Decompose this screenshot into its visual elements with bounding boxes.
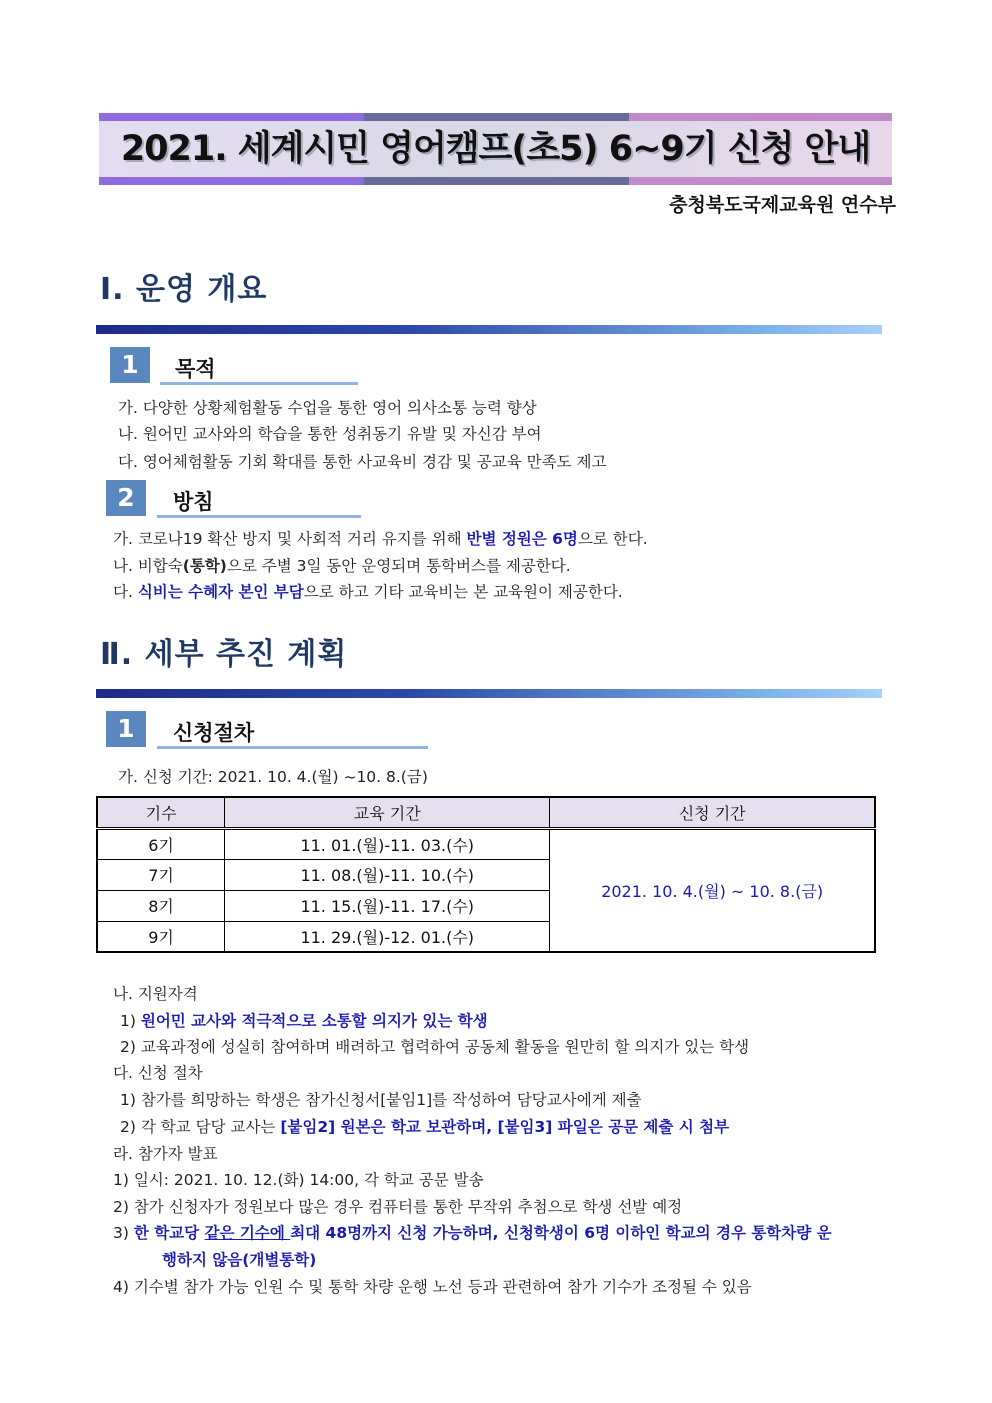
- purpose-item-1: 가. 다양한 상황체험활동 수업을 통한 영어 의사소통 능력 향상: [118, 399, 537, 417]
- procedure-heading: 다. 신청 절차: [113, 1064, 203, 1082]
- apply-period-cell: 2021. 10. 4.(월) ~ 10. 8.(금): [550, 828, 875, 952]
- subsection-1-1-number: 1: [110, 347, 150, 383]
- subsection-1-1-underline: [160, 382, 358, 385]
- class-capacity-highlight: 반별 정원은 6명: [466, 530, 578, 548]
- qualification-item-1: 1) 원어민 교사와 적극적으로 소통할 의지가 있는 학생: [120, 1012, 488, 1030]
- policy-item-1: 가. 코로나19 확산 방지 및 사회적 거리 유지를 위해 반별 정원은 6명으로 한다.: [113, 530, 648, 548]
- subsection-2-1-number: 1: [106, 711, 146, 747]
- subsection-2-1-underline: [157, 746, 428, 749]
- section-1-title: Ⅰ. 운영 개요: [100, 272, 268, 307]
- schedule-table: [96, 796, 876, 953]
- period-cell: 11. 29.(월)-12. 01.(수): [225, 921, 550, 952]
- table-row: [97, 828, 875, 859]
- policy-item-3: 다. 식비는 수혜자 본인 부담으로 하고 기타 교육비는 본 교육원이 제공한다.: [113, 583, 623, 601]
- announcement-item-4: 4) 기수별 참가 가능 인원 수 및 통학 차량 운행 노선 등과 관련하여 참가 기수가 조정될 수 있음: [113, 1278, 752, 1296]
- subsection-2-1-label: 신청절차: [173, 721, 255, 745]
- announcement-item-2: 2) 참가 신청자가 정원보다 많은 경우 컴퓨터를 통한 무작위 추첨으로 학생 선발 예정: [113, 1198, 683, 1216]
- header-apply-period: 신청 기간: [550, 797, 875, 828]
- title-band-bottom: [99, 177, 892, 185]
- announcement-item-3-continued: 행하지 않음(개별통학): [162, 1251, 317, 1269]
- term-cell: 9기: [97, 921, 225, 952]
- purpose-item-3: 다. 영어체험활동 기회 확대를 통한 사교육비 경감 및 공교육 만족도 제고: [118, 453, 607, 471]
- section-1-rule: [96, 325, 882, 334]
- term-cell: 7기: [97, 859, 225, 890]
- procedure-item-2: 2) 각 학교 담당 교사는 [붙임2] 원본은 학교 보관하며, [붙임3] 파일은 공문 제출 시 첨부: [120, 1118, 730, 1136]
- section-2-title: Ⅱ. 세부 추진 계획: [100, 637, 348, 672]
- period-cell: 11. 01.(월)-11. 03.(수): [225, 828, 550, 859]
- period-cell: 11. 15.(월)-11. 17.(수): [225, 890, 550, 921]
- purpose-item-2: 나. 원어민 교사와의 학습을 통한 성취동기 유발 및 자신감 부여: [118, 425, 542, 443]
- section-2-rule: [96, 689, 882, 698]
- qualification-heading: 나. 지원자격: [113, 985, 198, 1003]
- document-title: 2021. 세계시민 영어캠프(초5) 6~9기 신청 안내: [120, 129, 871, 169]
- subsection-1-2-number: 2: [106, 480, 146, 516]
- period-cell: 11. 08.(월)-11. 10.(수): [225, 859, 550, 890]
- term-cell: 6기: [97, 828, 225, 859]
- organization-name: 충청북도국제교육원 연수부: [669, 194, 896, 216]
- application-period: 가. 신청 기간: 2021. 10. 4.(월) ~10. 8.(금): [118, 768, 428, 786]
- title-band-top: [99, 113, 892, 121]
- term-cell: 8기: [97, 890, 225, 921]
- subsection-1-2-label: 방침: [173, 490, 214, 514]
- header-term: 기수: [97, 797, 225, 828]
- qualification-item-2: 2) 교육과정에 성실히 참여하며 배려하고 협력하여 공동체 활동을 원만히 할 의지가 있는 학생: [120, 1038, 750, 1056]
- title-banner: [99, 113, 892, 185]
- table-header-row: [97, 797, 875, 828]
- subsection-1-2-underline: [157, 515, 361, 518]
- announcement-item-3: 3) 한 학교당 같은 기수에 최대 48명까지 신청 가능하며, 신청학생이 6명 이하인 학교의 경우 통학차량 운: [113, 1224, 832, 1242]
- subsection-1-1-label: 목적: [175, 357, 216, 381]
- announcement-heading: 라. 참가자 발표: [113, 1145, 218, 1163]
- announcement-item-1: 1) 일시: 2021. 10. 12.(화) 14:00, 각 학교 공문 발송: [113, 1171, 484, 1189]
- header-edu-period: 교육 기간: [225, 797, 550, 828]
- meal-cost-highlight: 식비는 수혜자 본인 부담: [137, 583, 304, 601]
- policy-item-2: 나. 비합숙(통학)으로 주별 3일 동안 운영되며 통학버스를 제공한다.: [113, 557, 571, 575]
- procedure-item-1: 1) 참가를 희망하는 학생은 참가신청서[붙임1]를 작성하여 담당교사에게 제출: [120, 1091, 642, 1109]
